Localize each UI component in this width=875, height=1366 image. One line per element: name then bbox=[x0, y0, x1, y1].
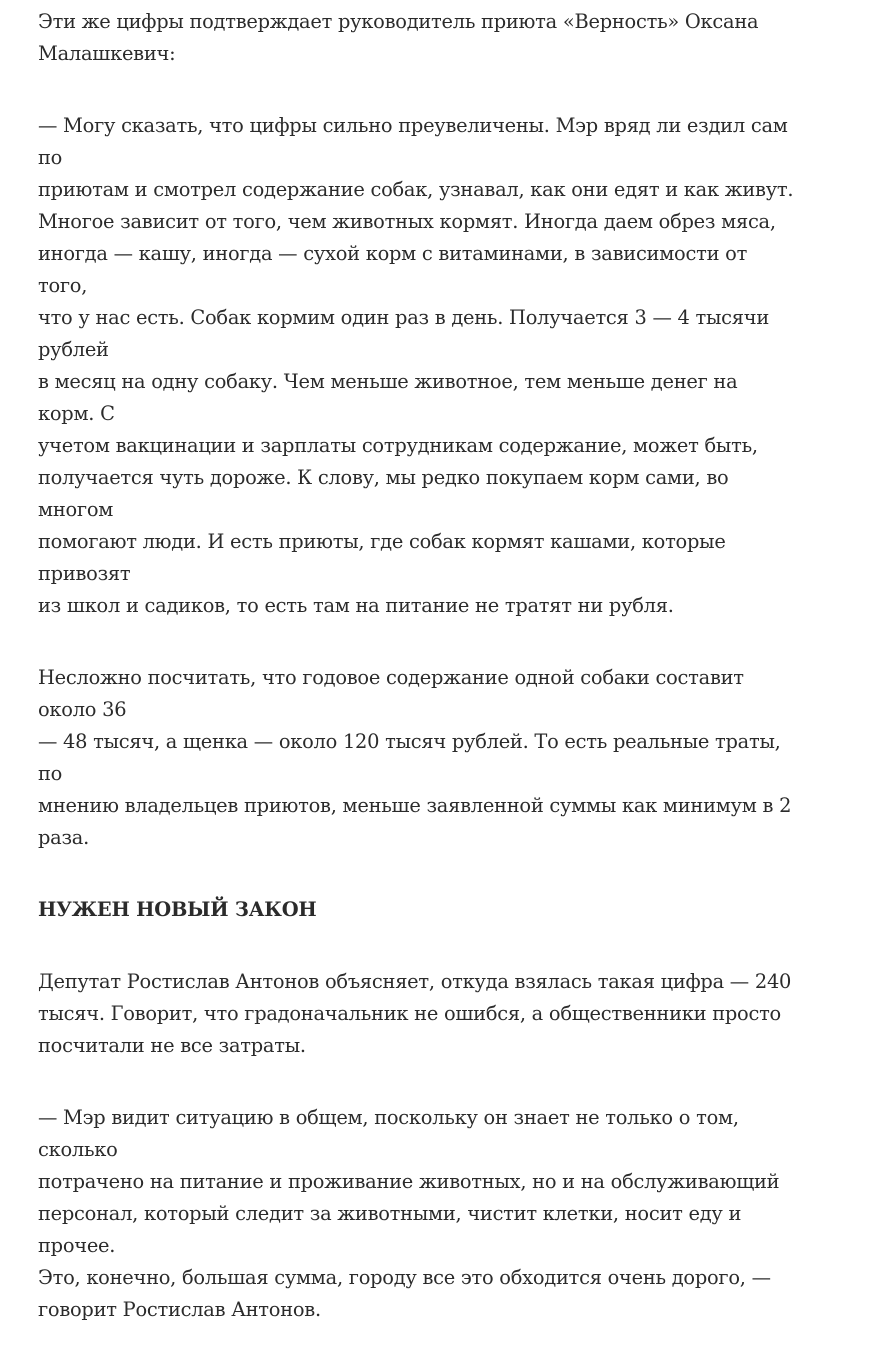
quote-paragraph: — Могу сказать, что цифры сильно преувеличены. Мэр вряд ли ездил сам по приютам и смотрел содержание собак, узнавал, как они едят и как живут. Многое зависит от того, чем животных кормят. Иногда даем обрез мяса, иногда — кашу, иногда — сухой корм с витаминами, в зависимости от того, что у нас есть. Собак кормим один раз в день. Получается 3 — 4 тысячи рублей в месяц на одну собаку. Чем меньше животное, тем меньше денег на корм. С учетом вакцинации и зарплаты сотрудникам содержание, может быть, получается чуть дороже. К слову, мы редко покупаем корм сами, во многом помогают люди. И есть приюты, где собак кормят кашами, которые привозят из школ и садиков, то есть там на питание не тратят ни рубля. bbox=[38, 114, 794, 617]
article-paragraph: Депутат Ростислав Антонов объясняет, откуда взялась такая цифра — 240 тысяч. Говорит, что градоначальник не ошибся, а общественники просто посчитали не все затраты. bbox=[38, 970, 792, 1057]
article-body bbox=[38, 6, 798, 1366]
article-paragraph: Эти же цифры подтверждает руководитель приюта «Верность» Оксана Малашкевич: bbox=[38, 10, 759, 65]
section-heading: НУЖЕН НОВЫЙ ЗАКОН bbox=[38, 898, 317, 921]
quote-paragraph: — Мэр видит ситуацию в общем, поскольку он знает не только о том, сколько потрачено на питание и проживание животных, но и на обслуживающий персонал, который следит за животными, чистит клетки, носит еду и прочее. Это, конечно, большая сумма, городу все это обходится очень дорого, — говорит Ростислав Антонов. bbox=[38, 1106, 780, 1321]
article-paragraph: Несложно посчитать, что годовое содержание одной собаки составит около 36 — 48 тысяч, а щенка — около 120 тысяч рублей. То есть реальные траты, по мнению владельцев приютов, меньше заявленной суммы как минимум в 2 раза. bbox=[38, 666, 792, 849]
